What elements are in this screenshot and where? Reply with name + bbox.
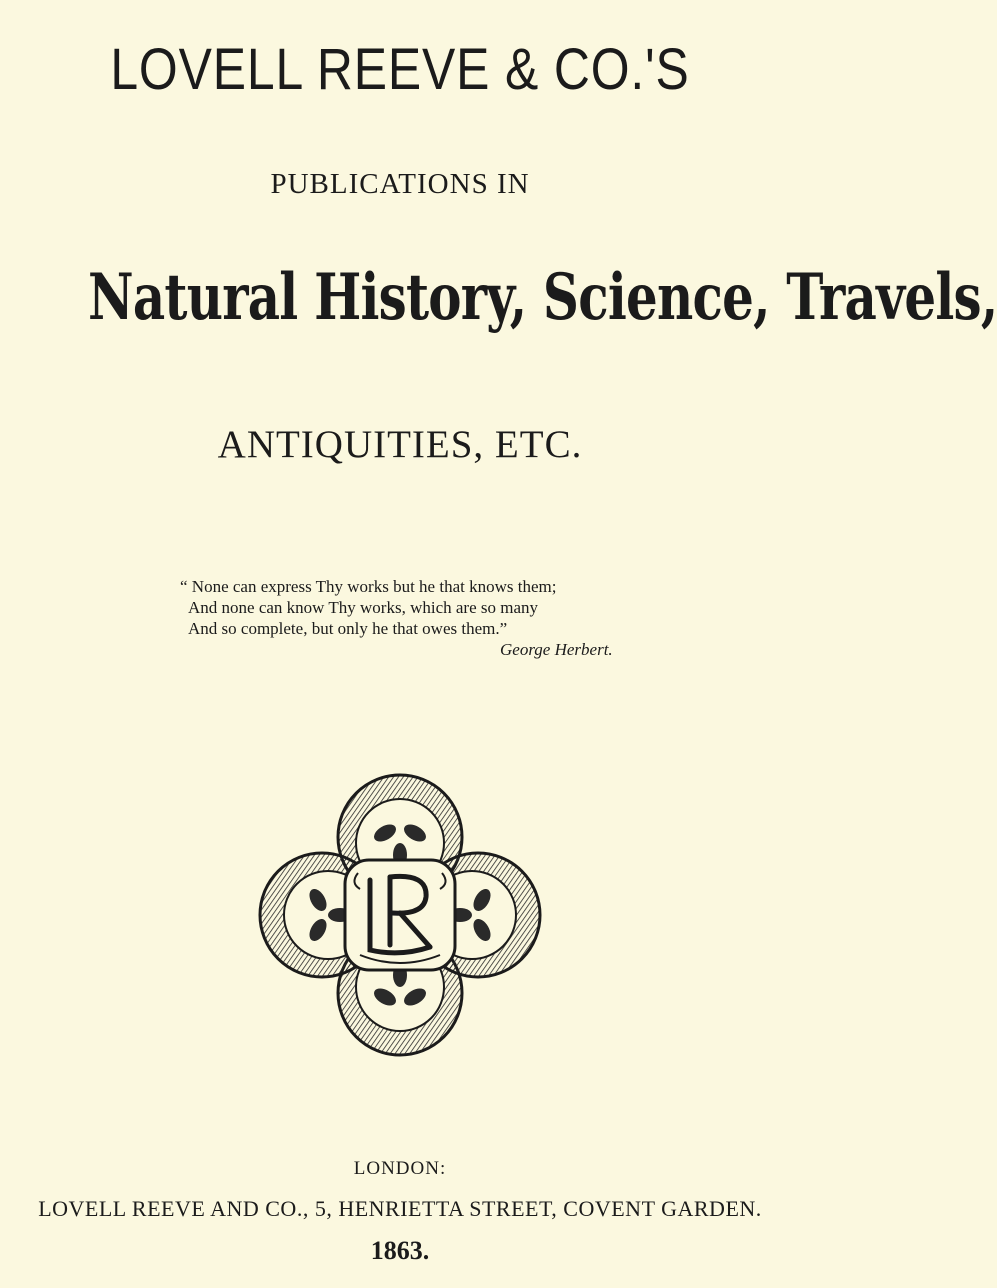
subjects-heading: Natural History, Science, Travels, [88,260,997,335]
publisher-title: LOVELL REEVE & CO.'S [110,37,690,102]
antiquities-heading: ANTIQUITIES, ETC. [217,423,583,466]
imprint-year: 1863. [370,1236,430,1265]
epigraph-line-1: “ None can express Thy works but he that knows them; [180,577,557,596]
imprint-place: LONDON: [353,1158,447,1179]
publications-heading: PUBLICATIONS IN [270,168,530,200]
epigraph-line-2: And none can know Thy works, which are so many [188,598,539,617]
publisher-monogram-icon [250,765,550,1065]
imprint-address: LOVELL REEVE AND CO., 5, HENRIETTA STREET, COVENT GARDEN. [38,1196,762,1221]
epigraph-author: George Herbert. [500,640,613,659]
epigraph-line-3: And so complete, but only he that owes them.” [188,619,508,638]
